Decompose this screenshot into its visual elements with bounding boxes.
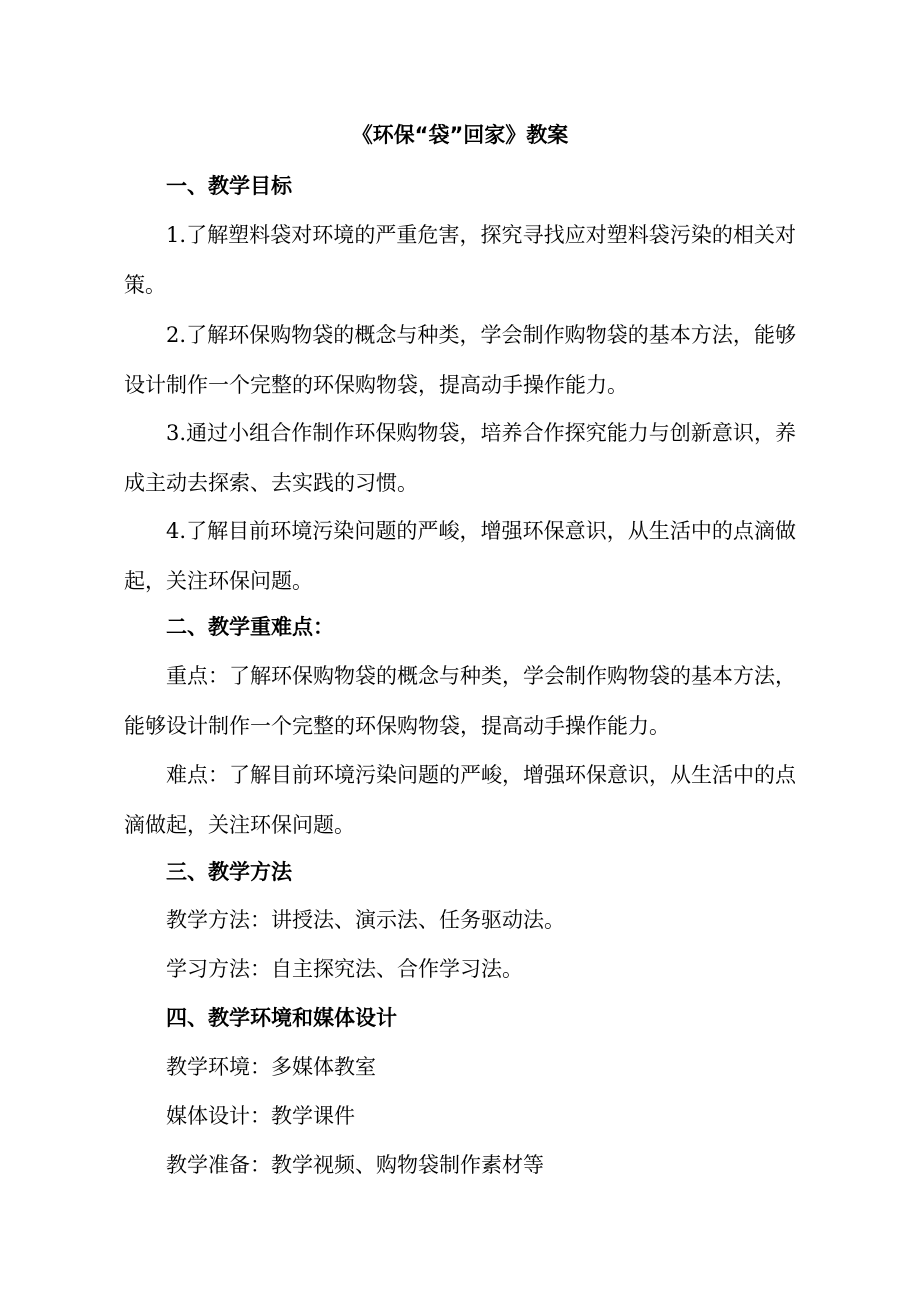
teaching-methods-line: 教学方法：讲授法、演示法、任务驱动法。 bbox=[166, 908, 565, 932]
difficult-point-paragraph: 难点：了解目前环境污染问题的严峻，增强环保意识，从生活中的点滴做起，关注环保问题。 bbox=[124, 763, 796, 837]
document-title: 《环保“袋”回家》教案 bbox=[351, 123, 569, 147]
section-heading-objectives: 一、教学目标 bbox=[166, 174, 292, 198]
objective-paragraph-2: 2.了解环保购物袋的概念与种类，学会制作购物袋的基本方法，能够设计制作一个完整的环保购物袋，提高动手操作能力。 bbox=[124, 323, 796, 397]
section-heading-environment-media: 四、教学环境和媒体设计 bbox=[166, 1006, 397, 1030]
teaching-preparation-line: 教学准备：教学视频、购物袋制作素材等 bbox=[166, 1153, 544, 1177]
objective-paragraph-3: 3.通过小组合作制作环保购物袋，培养合作探究能力与创新意识，养成主动去探索、去实践的习惯。 bbox=[124, 421, 796, 495]
objective-paragraph-1: 1.了解塑料袋对环境的严重危害，探究寻找应对塑料袋污染的相关对策。 bbox=[124, 223, 796, 297]
media-design-line: 媒体设计：教学课件 bbox=[166, 1104, 355, 1128]
section-heading-key-points: 二、教学重难点： bbox=[166, 615, 334, 639]
section-heading-methods: 三、教学方法 bbox=[166, 860, 292, 884]
learning-methods-line: 学习方法：自主探究法、合作学习法。 bbox=[166, 957, 523, 981]
key-point-paragraph: 重点：了解环保购物袋的概念与种类，学会制作购物袋的基本方法，能够设计制作一个完整的环保购物袋，提高动手操作能力。 bbox=[124, 664, 796, 738]
teaching-environment-line: 教学环境：多媒体教室 bbox=[166, 1055, 376, 1079]
objective-paragraph-4: 4.了解目前环境污染问题的严峻，增强环保意识，从生活中的点滴做起，关注环保问题。 bbox=[124, 519, 796, 593]
